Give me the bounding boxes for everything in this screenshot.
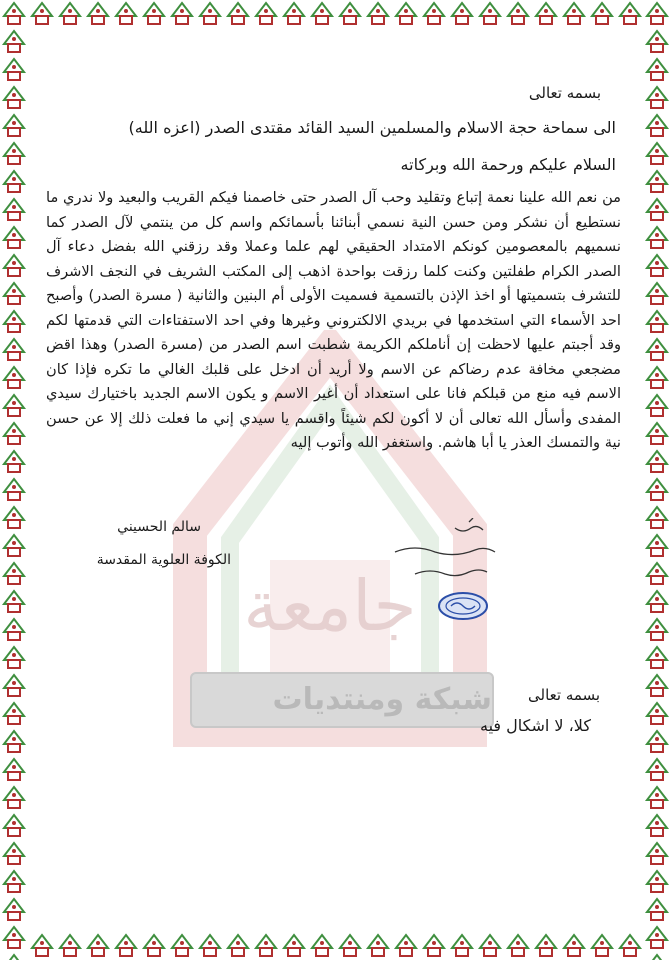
sender-place: الكوفة العلوية المقدسة — [96, 552, 231, 568]
watermark-caption: شبكة ومنتديات — [190, 672, 494, 728]
letter-addressee: الى سماحة حجة الاسلام والمسلمين السيد القائد مقتدى الصدر (اعزه الله) — [128, 118, 616, 137]
sender-name: سالم الحسيني — [117, 519, 201, 535]
svg-text:جامعة: جامعة — [243, 565, 417, 647]
letter-body: من نعم الله علينا نعمة إتباع وتقليد وحب آل الصدر حتى خاصمنا فيكم القريب والبعيد ولا ندري ما نستطيع أن نشكر ومن حسن النية نسمي أبنائنا بأسمائكم واسم كل من ينتمي لآل الصدر كما نسميهم بالمعصومين كونكم الامتداد الحقيقي لهم علما وعملا وقد رزقني الله بفضل دعاء آل الصدر الكرام طفلتين وكنت كلما رزقت بواحدة اذهب إلى المكتب الشريف في النجف الاشرف للتشرف بتسميتها أو اخذ الإذن بالتسمية فسميت الأولى أم البنين والثانية ( مسرة الصدر) وأصبح احد الأسماء التي استخدمها في بريدي الالكتروني وغيرها وفي احد الاستفتاءات التي قدمتها لكم وقد أجبتم عليها لاحظت إن أناملكم الكريمة شطبت اسم الصدر من (مسرة الصدر) وهذا اقض مضجعي مخافة عدم رضاكم عن الاسم ولا أريد أن ادخل على قلبك الغالي ما تكره فإذا كان الاسم فيه منع من قبلكم فانا على استعداد أن أغير الاسم و يكون الاسم الجديد باختيارك سيدي المفدى وأسأل الله تعالى أن لا أكون لكم شيئاً واقسم يا سيدي إني ما فعلت ذلك إلا عن حسن نية والتمسك العذر يا أبا هاشم. واستغفر الله وأتوب إليه — [46, 189, 621, 451]
decorative-border-left — [0, 0, 28, 960]
decorative-border-bottom — [0, 932, 671, 960]
reply-ruling: كلا، لا اشكال فيه — [480, 716, 591, 735]
letter-greeting: بسمه تعالى — [528, 84, 601, 102]
official-stamp — [437, 591, 489, 621]
letter-salutation: السلام عليكم ورحمة الله وبركاته — [400, 155, 616, 174]
reply-greeting: بسمه تعالى — [528, 686, 601, 704]
decorative-border-top — [0, 0, 671, 28]
decorative-border-right — [643, 0, 671, 960]
